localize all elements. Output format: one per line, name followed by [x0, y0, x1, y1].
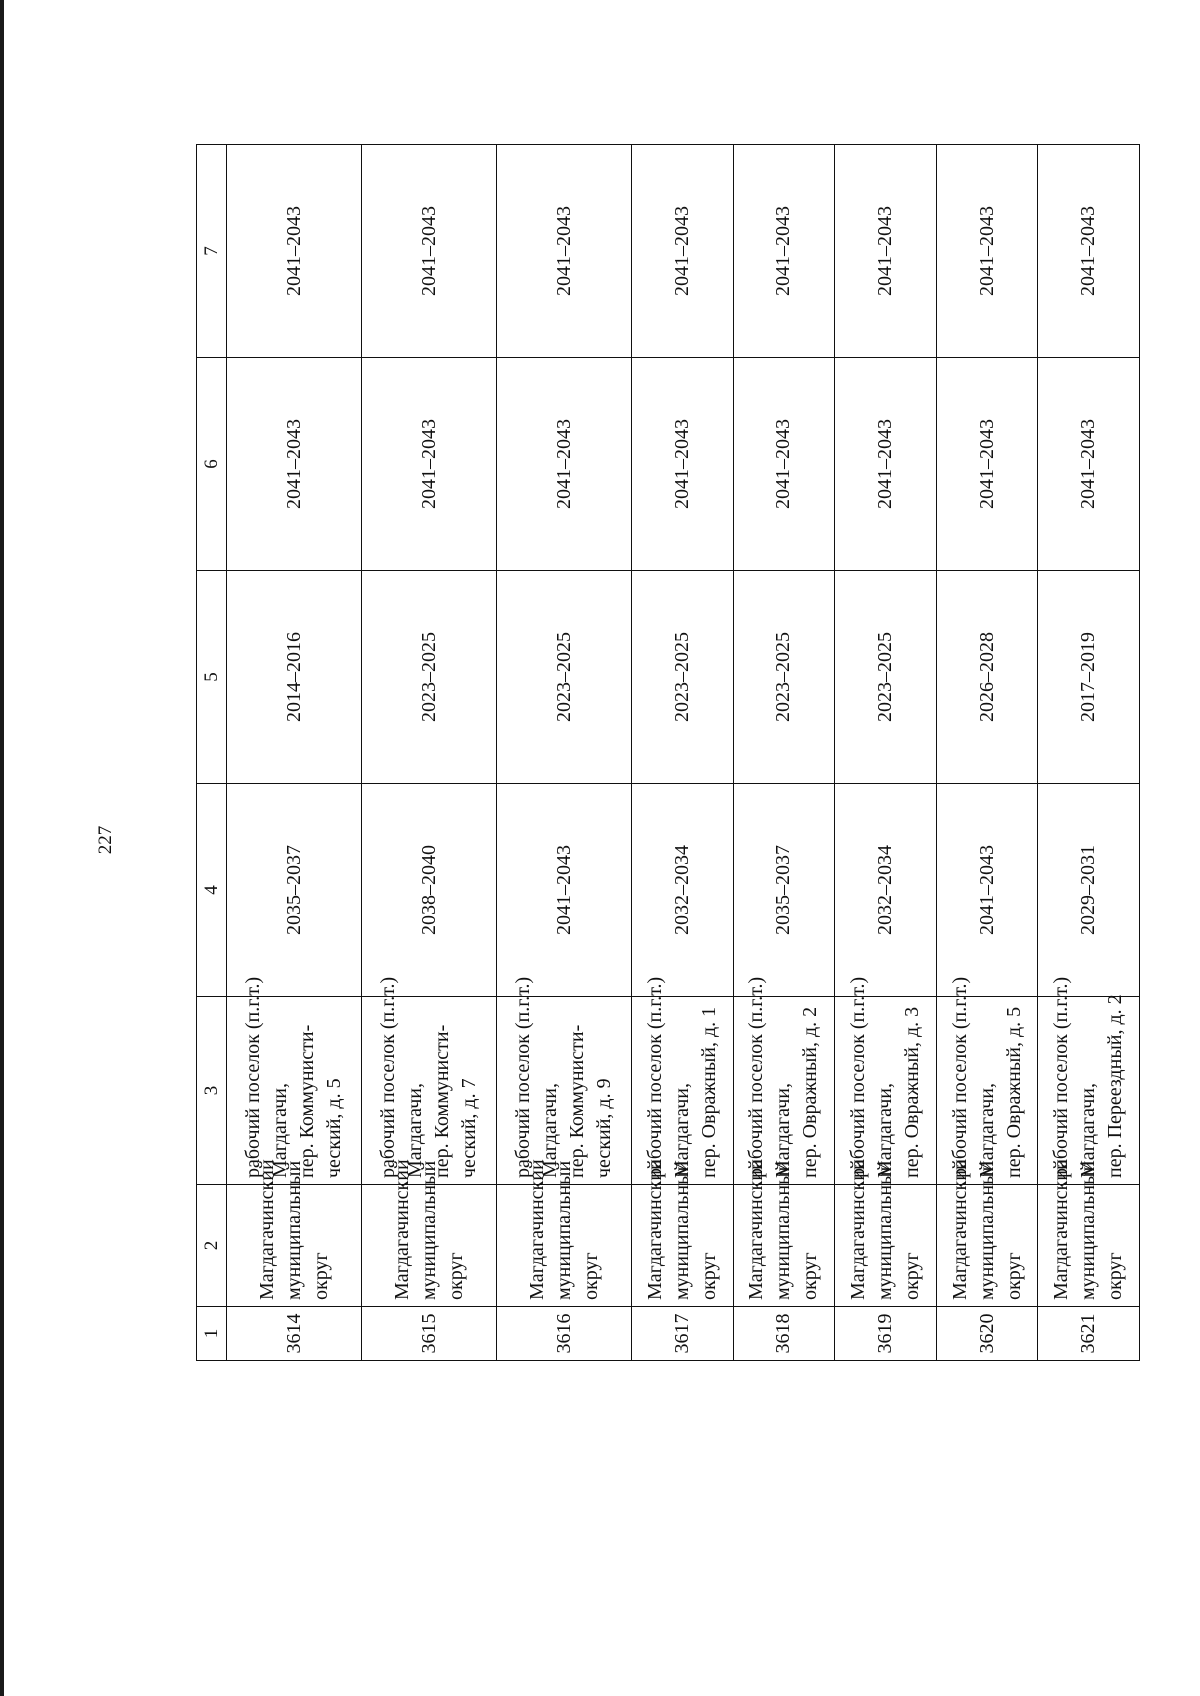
- column-number-7: 7: [197, 145, 227, 358]
- municipality-cell: [835, 1159, 937, 1307]
- period-col4: 2032–2034: [835, 784, 937, 997]
- row-number: 3615: [362, 1307, 497, 1361]
- period-col7: 2041–2043: [835, 145, 937, 358]
- address-cell: [1038, 976, 1140, 1185]
- address-cell-line: рабочий поселок (п.г.т.): [745, 976, 768, 1178]
- address-cell-line: рабочий поселок (п.г.т.): [512, 976, 535, 1178]
- period-col7: 2041–2043: [936, 145, 1038, 358]
- table-row: [362, 145, 497, 1361]
- municipality-cell: [227, 1159, 362, 1307]
- address-cell: [733, 976, 835, 1185]
- column-number-6: 6: [197, 358, 227, 571]
- address-cell-line: рабочий поселок (п.г.т.): [242, 976, 264, 1178]
- municipality-cell: [632, 1159, 734, 1307]
- row-number: 3621: [1038, 1307, 1140, 1361]
- row-number: 3616: [497, 1307, 632, 1361]
- address-cell-line: пер. Овражный, д. 3: [900, 1006, 923, 1178]
- row-number: 3614: [227, 1307, 362, 1361]
- municipality-cell: [362, 1159, 497, 1307]
- municipality-cell: [936, 1159, 1038, 1307]
- period-col6: 2041–2043: [497, 358, 632, 571]
- period-col4: 2029–2031: [1038, 784, 1140, 997]
- period-col5: 2023–2025: [733, 571, 835, 784]
- row-number: 3618: [733, 1307, 835, 1361]
- municipality-cell-line: округ: [900, 1252, 923, 1300]
- table-rotated-container: [196, 145, 1140, 1361]
- address-cell-line: Магдагачи,: [873, 1083, 896, 1178]
- municipality-cell-line: муниципальный: [282, 1160, 305, 1300]
- column-number-4: 4: [197, 784, 227, 997]
- municipality-cell-line: Магдагачинский: [525, 1159, 548, 1300]
- period-col4: 2035–2037: [733, 784, 835, 997]
- municipality-cell-line: муниципальный: [417, 1160, 440, 1300]
- address-cell-line: рабочий поселок (п.г.т.): [948, 976, 971, 1178]
- table-body: [197, 145, 1140, 1361]
- period-col4: 2041–2043: [936, 784, 1038, 997]
- row-number: 3617: [632, 1307, 734, 1361]
- municipality-cell-line: округ: [309, 1252, 332, 1300]
- period-col7: 2041–2043: [362, 145, 497, 358]
- scan-left-edge: [0, 0, 4, 1696]
- address-cell-line: пер. Овражный, д. 2: [799, 1006, 822, 1178]
- address-cell-line: Магдагачи,: [269, 1083, 291, 1178]
- address-cell-line: рабочий поселок (п.г.т.): [1050, 976, 1073, 1178]
- table-row: [227, 145, 362, 1361]
- address-cell-line: ческий, д. 7: [458, 1078, 481, 1178]
- address-cell: [362, 976, 497, 1185]
- municipality-cell-line: Магдагачинский: [846, 1159, 869, 1300]
- table-row: [936, 145, 1038, 1361]
- address-cell-line: пер. Коммунисти-: [431, 1024, 454, 1178]
- table-row: [1038, 145, 1140, 1361]
- period-col6: 2041–2043: [733, 358, 835, 571]
- period-col6: 2041–2043: [362, 358, 497, 571]
- address-cell-line: Магдагачи,: [539, 1083, 562, 1178]
- period-col6: 2041–2043: [936, 358, 1038, 571]
- period-col7: 2041–2043: [733, 145, 835, 358]
- municipality-cell-line: муниципальный: [670, 1160, 693, 1300]
- period-col5: 2023–2025: [362, 571, 497, 784]
- municipality-cell: [497, 1159, 632, 1307]
- address-cell-line: Магдагачи,: [404, 1083, 427, 1178]
- municipality-cell: [733, 1159, 835, 1307]
- period-col6: 2041–2043: [632, 358, 734, 571]
- address-cell-line: ческий, д. 9: [593, 1078, 616, 1178]
- column-number-3: 3: [197, 997, 227, 1185]
- column-number-5: 5: [197, 571, 227, 784]
- period-col7: 2041–2043: [227, 145, 362, 358]
- municipality-cell: [1038, 1159, 1140, 1307]
- header-row: [197, 145, 227, 1361]
- period-col5: 2017–2019: [1038, 571, 1140, 784]
- page-number: 227: [95, 825, 116, 855]
- table-row: [632, 145, 734, 1361]
- municipality-cell-line: муниципальный: [1077, 1160, 1100, 1300]
- table-row: [733, 145, 835, 1361]
- municipality-cell-line: округ: [1002, 1252, 1025, 1300]
- address-cell-line: рабочий поселок (п.г.т.): [643, 976, 666, 1178]
- address-cell-line: пер. Коммунисти-: [296, 1024, 318, 1178]
- address-cell-line: пер. Переездный, д. 2: [1104, 994, 1127, 1178]
- address-cell: [632, 976, 734, 1185]
- table-row: [497, 145, 632, 1361]
- address-cell-line: Магдагачи,: [1077, 1083, 1100, 1178]
- period-col7: 2041–2043: [1038, 145, 1140, 358]
- municipality-cell-line: округ: [1104, 1252, 1127, 1300]
- address-cell-line: рабочий поселок (п.г.т.): [846, 976, 869, 1178]
- municipality-cell-line: округ: [444, 1252, 467, 1300]
- municipality-cell-line: Магдагачинский: [1050, 1159, 1073, 1300]
- municipality-cell-line: Магдагачинский: [948, 1159, 971, 1300]
- period-col6: 2041–2043: [835, 358, 937, 571]
- column-number-1: 1: [197, 1307, 227, 1361]
- period-col5: 2026–2028: [936, 571, 1038, 784]
- address-cell: [835, 976, 937, 1185]
- period-col4: 2041–2043: [497, 784, 632, 997]
- row-number: 3620: [936, 1307, 1038, 1361]
- municipality-cell-line: муниципальный: [772, 1160, 795, 1300]
- address-cell: [936, 976, 1038, 1185]
- municipality-cell-line: муниципальный: [552, 1160, 575, 1300]
- schedule-table: [196, 144, 1140, 1361]
- period-col4: 2038–2040: [362, 784, 497, 997]
- address-cell-line: Магдагачи,: [670, 1083, 693, 1178]
- address-cell-line: Магдагачи,: [772, 1083, 795, 1178]
- period-col5: 2014–2016: [227, 571, 362, 784]
- municipality-cell-line: Магдагачинский: [255, 1159, 278, 1300]
- municipality-cell-line: округ: [697, 1252, 720, 1300]
- municipality-cell-line: Магдагачинский: [745, 1159, 768, 1300]
- municipality-cell-line: Магдагачинский: [390, 1159, 413, 1300]
- address-cell-line: рабочий поселок (п.г.т.): [377, 976, 400, 1178]
- municipality-cell-line: округ: [579, 1252, 602, 1300]
- period-col6: 2041–2043: [1038, 358, 1140, 571]
- municipality-cell-line: муниципальный: [873, 1160, 896, 1300]
- address-cell-line: пер. Овражный, д. 1: [697, 1006, 720, 1178]
- period-col5: 2023–2025: [497, 571, 632, 784]
- row-number: 3619: [835, 1307, 937, 1361]
- address-cell: [497, 976, 632, 1185]
- period-col6: 2041–2043: [227, 358, 362, 571]
- municipality-cell-line: муниципальный: [975, 1160, 998, 1300]
- period-col5: 2023–2025: [835, 571, 937, 784]
- address-cell-line: ческий, д. 5: [323, 1078, 345, 1178]
- address-cell-line: пер. Овражный, д. 5: [1002, 1006, 1025, 1178]
- column-number-2: 2: [197, 1185, 227, 1307]
- address-cell: [227, 976, 362, 1185]
- table-row: [835, 145, 937, 1361]
- address-cell-line: пер. Коммунисти-: [566, 1024, 589, 1178]
- address-cell-line: Магдагачи,: [975, 1083, 998, 1178]
- municipality-cell-line: округ: [799, 1252, 822, 1300]
- period-col4: 2035–2037: [227, 784, 362, 997]
- period-col5: 2023–2025: [632, 571, 734, 784]
- period-col4: 2032–2034: [632, 784, 734, 997]
- period-col7: 2041–2043: [497, 145, 632, 358]
- period-col7: 2041–2043: [632, 145, 734, 358]
- municipality-cell-line: Магдагачинский: [643, 1159, 666, 1300]
